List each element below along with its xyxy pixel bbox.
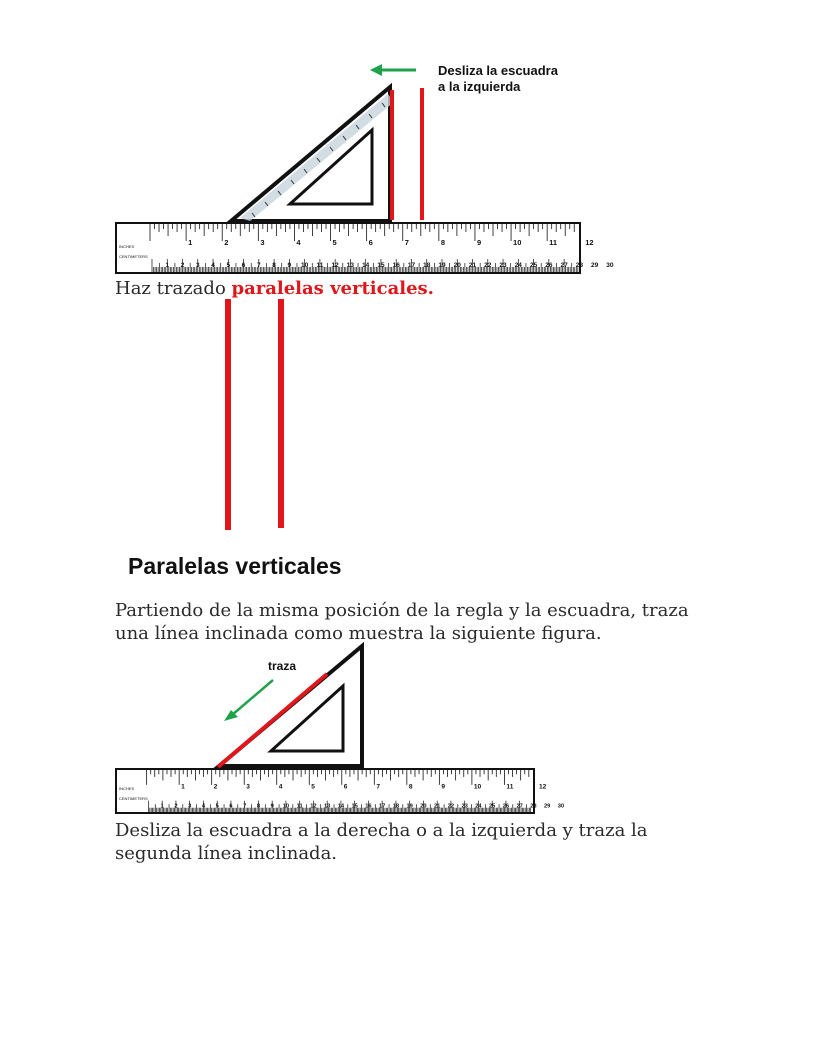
ruler1-inch-number: 3: [260, 238, 265, 247]
ruler1-cm-number: 2: [180, 262, 185, 269]
ruler1-cm-number: 16: [392, 262, 400, 269]
ruler1-cm-number: 4: [211, 262, 215, 269]
ruler2-cm-number: 5: [215, 803, 219, 810]
ruler1-cm-number: 18: [423, 262, 431, 269]
instruction-prefix: Haz trazado: [115, 278, 232, 299]
ruler2-cm-number: 29: [543, 803, 551, 810]
annotation-line2: a la izquierda: [438, 79, 521, 94]
ruler1-cm-number: 28: [575, 262, 583, 269]
figure-parallel-verticals: [110, 295, 410, 585]
ruler2-inch-number: 10: [473, 783, 482, 791]
ruler2-cm-number: 15: [351, 803, 358, 810]
ruler2-inch-number: 11: [506, 783, 514, 791]
ruler1-cm-number: 7: [257, 262, 261, 269]
ruler2-cm-number: 12: [310, 803, 317, 810]
ruler1-inch-number: 10: [513, 238, 522, 247]
instruction-paragraph-2: Partiendo de la misma posición de la regla y la escuadra, traza una línea inclinada como muestra la siguiente figura.: [115, 600, 689, 644]
ruler2-cm-number: 14: [337, 803, 345, 810]
green-arrow-down-left-icon: [224, 680, 273, 721]
ruler2-inch-number: 4: [278, 783, 283, 791]
ruler1-cm-number: 1: [165, 262, 170, 269]
ruler1-inch-number: 6: [368, 238, 373, 247]
ruler1-cm-number: 8: [272, 262, 276, 269]
ruler2-inch-number: 2: [213, 783, 218, 791]
ruler: [116, 223, 614, 273]
ruler1-inch-number: 4: [296, 238, 301, 247]
ruler2-inches-label: INCHES: [119, 786, 135, 791]
ruler2-inch-number: 1: [181, 783, 185, 791]
ruler-cm-label: CENTIMETERS: [119, 254, 148, 259]
ruler1-cm-number: 12: [331, 262, 339, 269]
ruler2-inch-number: 9: [441, 783, 446, 791]
ruler1-inch-number: 2: [224, 238, 229, 247]
ruler2-cm-number: 13: [323, 803, 331, 810]
ruler1-cm-number: 26: [545, 262, 553, 269]
annotation-line1: Desliza la escuadra: [438, 63, 558, 78]
figure-caption: Paralelas verticales: [128, 553, 342, 579]
ruler1-cm-number: 6: [241, 262, 246, 269]
ruler2-inch-number: 8: [408, 783, 413, 791]
ruler2-cm-number: 4: [201, 803, 206, 810]
ruler2-cm-number: 18: [392, 803, 400, 810]
ruler1-cm-number: 15: [377, 262, 385, 269]
ruler2-cm-number: 11: [296, 803, 303, 810]
ruler1-cm-number: 9: [287, 262, 292, 269]
ruler2-cm-number: 17: [378, 803, 386, 810]
ruler2-cm-number: 20: [420, 803, 427, 810]
ruler2-cm-number: 24: [475, 803, 482, 810]
ruler2-cm-number: 25: [488, 803, 496, 810]
ruler1-cm-number: 30: [606, 262, 614, 269]
instruction-highlight: paralelas verticales.: [231, 278, 434, 299]
ruler1-cm-number: 25: [529, 262, 538, 269]
ruler1-cm-number: 17: [407, 262, 416, 269]
ruler1-cm-number: 20: [453, 262, 461, 269]
ruler1-cm-number: 3: [195, 262, 200, 269]
ruler2-inch-number: 6: [343, 783, 348, 791]
ruler2-cm-number: 9: [270, 803, 274, 810]
ruler2-cm-number: 6: [229, 803, 233, 810]
ruler-inches-label: INCHES: [119, 244, 135, 249]
ruler1-cm-number: 24: [514, 262, 522, 269]
ruler2-cm-number: 10: [282, 803, 290, 810]
figure-slide-set-square: [100, 50, 614, 280]
ruler2-cm-number: 21: [433, 803, 441, 810]
ruler1-inch-number: 9: [476, 238, 482, 247]
ruler1-cm-number: 14: [362, 262, 370, 269]
ruler1-cm-number: 11: [316, 262, 324, 269]
ruler2-cm-number: 26: [502, 803, 510, 810]
ruler2-cm-number: 7: [243, 803, 247, 810]
ruler1-inch-number: 7: [404, 238, 409, 247]
ruler1-cm-number: 13: [346, 262, 355, 269]
ruler2-cm-number: 16: [365, 803, 372, 810]
ruler2-inch-number: 12: [538, 783, 547, 791]
ruler1-cm-number: 22: [484, 262, 492, 269]
ruler1-cm-number: 29: [591, 262, 599, 269]
ruler2-cm-number: 19: [406, 803, 413, 810]
ruler2-cm-number: 30: [557, 803, 565, 810]
ruler1-cm-number: 10: [301, 262, 309, 269]
ruler1-inch-number: 1: [188, 238, 193, 247]
ruler1-inch-number: 11: [549, 238, 558, 247]
ruler1-inch-number: 12: [585, 238, 594, 247]
ruler1-cm-number: 19: [438, 262, 446, 269]
ruler2-inch-number: 3: [246, 783, 250, 791]
ruler1-cm-number: 23: [499, 262, 507, 269]
set-square: [231, 87, 394, 221]
ruler-2: [116, 769, 564, 813]
ruler2-cm-number: 2: [174, 803, 178, 810]
figure-inclined-line: [100, 640, 565, 820]
annotation-traza: traza: [268, 659, 297, 673]
ruler1-cm-number: 27: [560, 262, 568, 269]
ruler1-inch-number: 5: [332, 238, 337, 247]
ruler1-cm-number: 21: [468, 262, 477, 269]
ruler2-cm-number: 28: [530, 803, 537, 810]
ruler1-cm-number: 5: [226, 262, 231, 269]
ruler2-cm-number: 1: [160, 803, 164, 810]
ruler2-cm-number: 27: [516, 803, 523, 810]
ruler1-inch-number: 8: [440, 238, 446, 247]
ruler2-inch-number: 7: [376, 783, 380, 791]
green-arrow-left-icon: [370, 64, 416, 76]
instruction-paragraph-3: Desliza la escuadra a la derecha o a la izquierda y traza la segunda línea inclinada.: [115, 820, 648, 864]
ruler2-cm-label: CENTIMETERS: [119, 796, 148, 801]
ruler2-cm-number: 23: [461, 803, 468, 810]
ruler2-cm-number: 8: [256, 803, 261, 810]
ruler2-cm-number: 22: [447, 803, 455, 810]
ruler2-cm-number: 3: [188, 803, 192, 810]
ruler2-inch-number: 5: [311, 783, 315, 791]
